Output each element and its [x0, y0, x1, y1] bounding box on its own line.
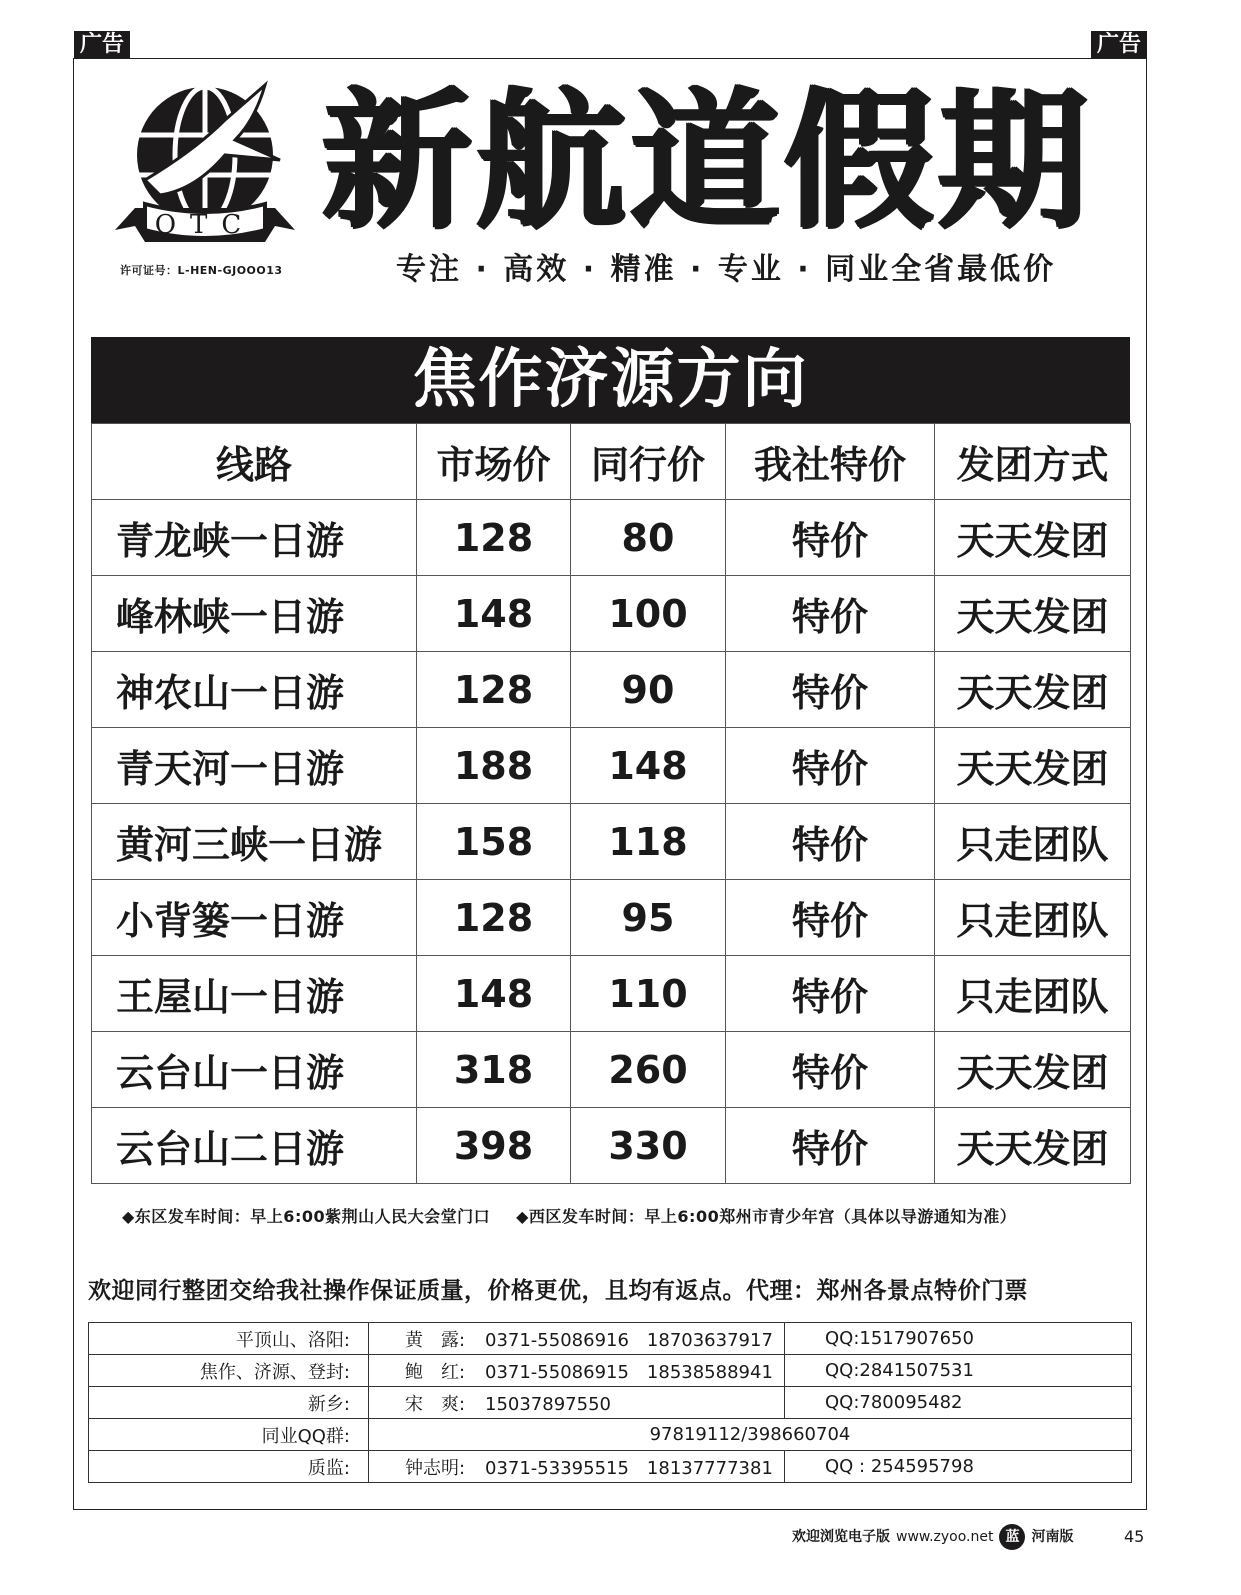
contact-qq: QQ:2841507531	[785, 1355, 1132, 1387]
header-route: 线路	[92, 424, 417, 500]
contact-region: 同业QQ群:	[89, 1419, 369, 1451]
brand-slogan: 专注 · 高效 · 精准 · 专业 · 同业全省最低价	[396, 252, 1057, 287]
qq-group-number: 97819112/398660704	[369, 1419, 1132, 1451]
table-row	[92, 1032, 1131, 1108]
special-price: 特价	[726, 652, 935, 728]
special-price: 特价	[726, 1032, 935, 1108]
contact-name: 宋 爽:	[405, 1393, 466, 1415]
departure-notice	[122, 1204, 1016, 1227]
west-departure-notice: ◆西区发车时间：早上6:00郑州市青少年宫（具体以导游通知为准）	[516, 1207, 1017, 1226]
special-price: 特价	[726, 1108, 935, 1184]
peer-price: 110	[571, 956, 726, 1032]
departure-mode: 天天发团	[935, 652, 1131, 728]
route-name: 云台山一日游	[92, 1032, 417, 1108]
contact-person	[369, 1451, 785, 1483]
table-row	[92, 804, 1131, 880]
market-price: 158	[417, 804, 571, 880]
market-price: 318	[417, 1032, 571, 1108]
special-price: 特价	[726, 880, 935, 956]
special-price: 特价	[726, 956, 935, 1032]
peer-price: 260	[571, 1032, 726, 1108]
contact-table	[88, 1322, 1132, 1483]
route-name: 神农山一日游	[92, 652, 417, 728]
route-name: 峰林峡一日游	[92, 576, 417, 652]
contact-region: 质监:	[89, 1451, 369, 1483]
table-row	[92, 880, 1131, 956]
footer-edition: 河南版	[1031, 1529, 1074, 1545]
contact-qq: QQ:780095482	[785, 1387, 1132, 1419]
contact-phones: 0371-55086915 18538588941	[485, 1361, 773, 1383]
section-title: 焦作济源方向	[91, 337, 1130, 423]
market-price: 398	[417, 1108, 571, 1184]
peer-price: 80	[571, 500, 726, 576]
market-price: 188	[417, 728, 571, 804]
contact-person	[369, 1323, 785, 1355]
departure-mode: 天天发团	[935, 500, 1131, 576]
route-name: 小背篓一日游	[92, 880, 417, 956]
table-row	[92, 500, 1131, 576]
contact-person	[369, 1355, 785, 1387]
contact-name: 鲍 红:	[405, 1361, 466, 1383]
header-peer-price: 同行价	[571, 424, 726, 500]
contact-row	[89, 1387, 1132, 1419]
route-name: 云台山二日游	[92, 1108, 417, 1184]
contact-region: 新乡:	[89, 1387, 369, 1419]
market-price: 148	[417, 576, 571, 652]
peer-price: 95	[571, 880, 726, 956]
route-name: 王屋山一日游	[92, 956, 417, 1032]
departure-mode: 天天发团	[935, 1032, 1131, 1108]
brand-name: 新航道假期	[322, 75, 1093, 249]
contact-row	[89, 1323, 1132, 1355]
special-price: 特价	[726, 576, 935, 652]
route-name: 青龙峡一日游	[92, 500, 417, 576]
special-price: 特价	[726, 500, 935, 576]
license-number: 许可证号：L-HEN-GJOOO13	[120, 264, 283, 277]
peer-price: 148	[571, 728, 726, 804]
special-price: 特价	[726, 804, 935, 880]
table-row	[92, 1108, 1131, 1184]
peer-price: 330	[571, 1108, 726, 1184]
price-table-header	[92, 424, 1131, 500]
east-departure-notice: ◆东区发车时间：早上6:00紫荆山人民大会堂门口	[122, 1207, 491, 1226]
departure-mode: 天天发团	[935, 728, 1131, 804]
contact-region: 焦作、济源、登封:	[89, 1355, 369, 1387]
departure-mode: 只走团队	[935, 880, 1131, 956]
ad-tag-right: 广告	[1091, 31, 1147, 59]
otc-logo-text: OTC	[154, 210, 256, 240]
departure-mode: 只走团队	[935, 956, 1131, 1032]
contact-row-qq-group	[89, 1419, 1132, 1451]
special-price: 特价	[726, 728, 935, 804]
contact-name: 黄 露:	[405, 1329, 466, 1351]
contact-row-supervisor	[89, 1451, 1132, 1483]
market-price: 148	[417, 956, 571, 1032]
ad-tag-left: 广告	[74, 31, 130, 59]
market-price: 128	[417, 500, 571, 576]
departure-mode: 只走团队	[935, 804, 1131, 880]
footer-site-link[interactable]: www.zyoo.net	[896, 1529, 994, 1545]
contact-phones: 15037897550	[485, 1393, 611, 1415]
peer-price: 118	[571, 804, 726, 880]
market-price: 128	[417, 880, 571, 956]
peer-price: 90	[571, 652, 726, 728]
route-name: 青天河一日游	[92, 728, 417, 804]
contact-qq: QQ:1517907650	[785, 1323, 1132, 1355]
table-row	[92, 956, 1131, 1032]
contact-phones: 0371-55086916 18703637917	[485, 1329, 773, 1351]
market-price: 128	[417, 652, 571, 728]
table-row	[92, 576, 1131, 652]
contact-person	[369, 1387, 785, 1419]
welcome-message: 欢迎同行整团交给我社操作保证质量，价格更优，且均有返点。代理：郑州各景点特价门票	[88, 1278, 1028, 1304]
contact-qq: QQ : 254595798	[785, 1451, 1132, 1483]
header-special-price: 我社特价	[726, 424, 935, 500]
contact-name: 钟志明:	[405, 1457, 466, 1479]
blue-logo-icon: 蓝	[999, 1524, 1025, 1550]
header-market-price: 市场价	[417, 424, 571, 500]
footer	[792, 1524, 1073, 1550]
table-row	[92, 652, 1131, 728]
header-departure: 发团方式	[935, 424, 1131, 500]
otc-globe-logo	[105, 80, 305, 260]
page-number: 45	[1124, 1527, 1145, 1546]
contact-row	[89, 1355, 1132, 1387]
departure-mode: 天天发团	[935, 1108, 1131, 1184]
peer-price: 100	[571, 576, 726, 652]
contact-region: 平顶山、洛阳:	[89, 1323, 369, 1355]
footer-text: 欢迎浏览电子版	[792, 1529, 890, 1545]
table-row	[92, 728, 1131, 804]
contact-phones: 0371-53395515 18137777381	[485, 1457, 773, 1479]
price-table	[91, 423, 1131, 1184]
route-name: 黄河三峡一日游	[92, 804, 417, 880]
departure-mode: 天天发团	[935, 576, 1131, 652]
